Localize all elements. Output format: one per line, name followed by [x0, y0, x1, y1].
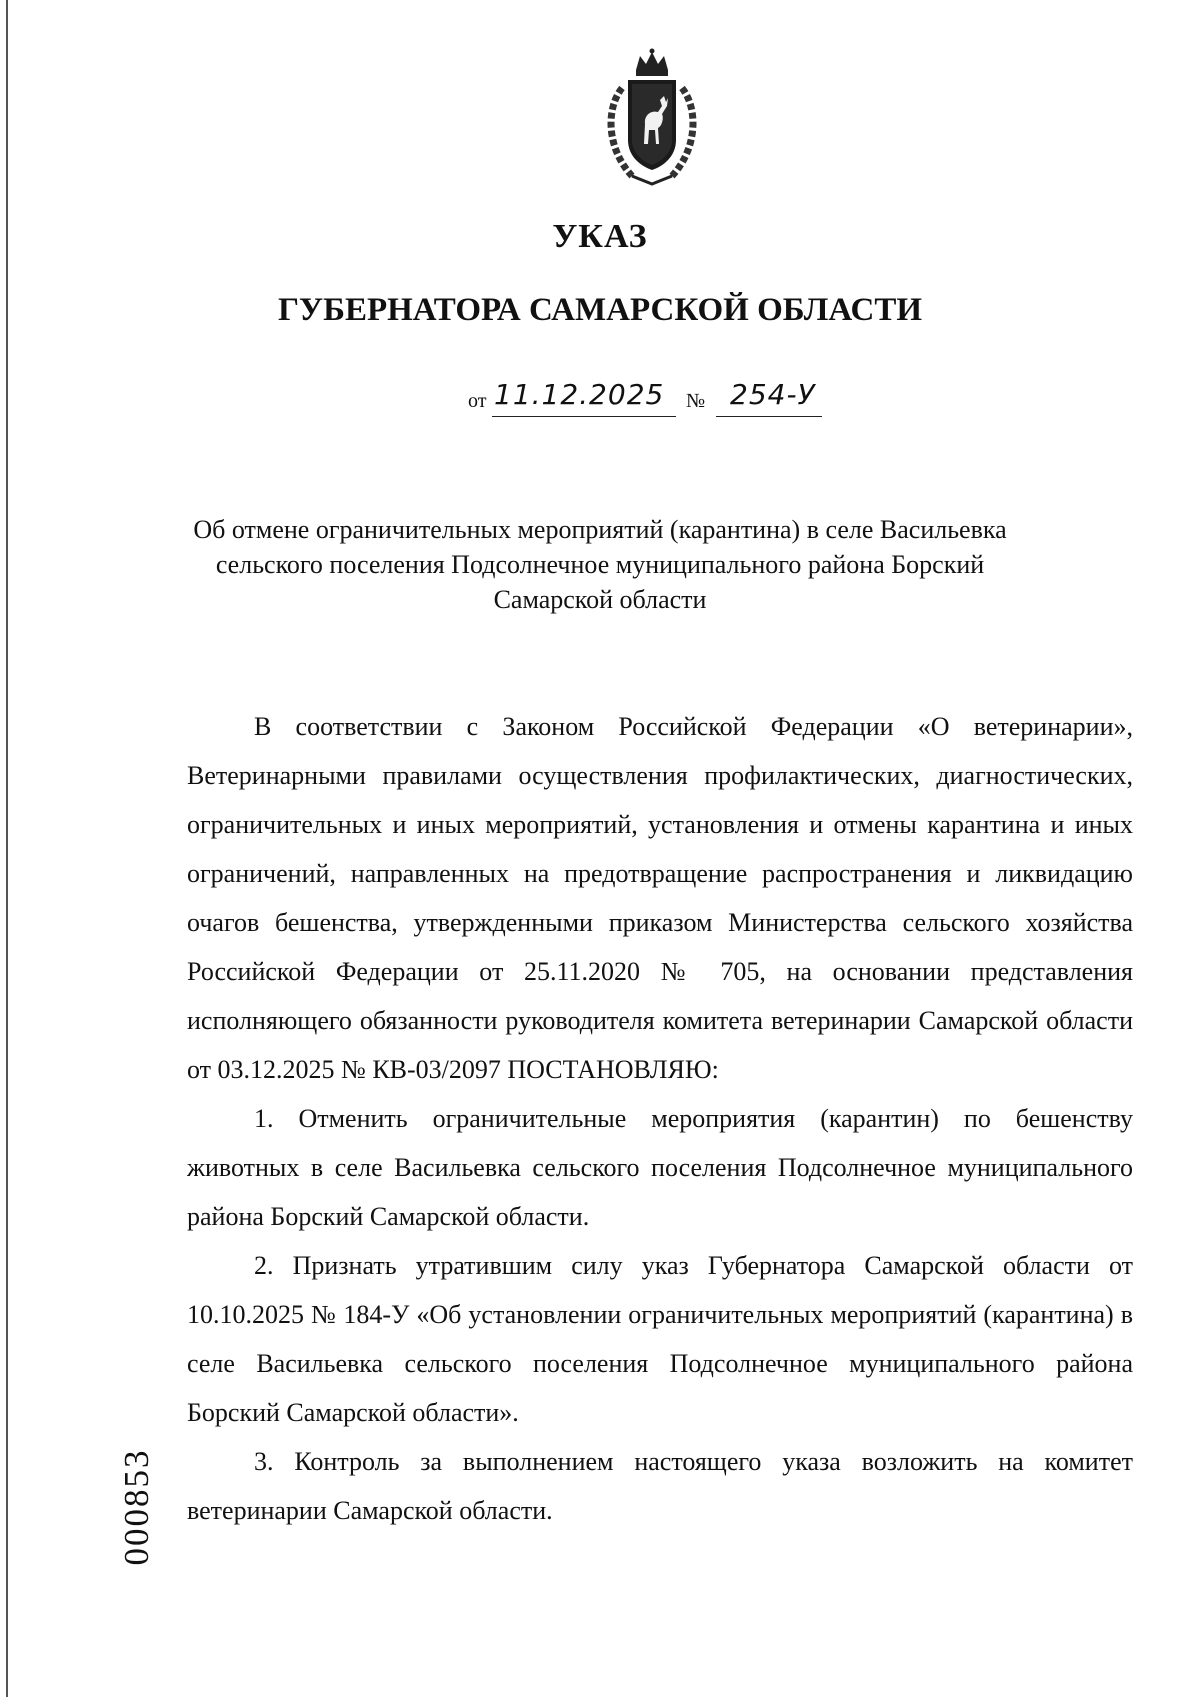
date-prefix-label: от [468, 390, 487, 412]
document-issuer: ГУБЕРНАТОРА САМАРСКОЙ ОБЛАСТИ [277, 292, 923, 328]
decree-number: 254-У [730, 378, 816, 411]
decree-body [187, 702, 1133, 1535]
date-underline [492, 416, 676, 417]
preamble-paragraph: В соответствии с Законом Российской Федерации «О ветеринарии», Ветеринарными правилами осуществления профилактических, диагностических, ограничительных и иных мероприятий, установления и отмены карантина и иных ограничений, направленных на предотвращение распространения и ликвидацию очагов бешенства, утвержденными приказом Министерства сельского хозяйства Российской Федерации от 25.11.2020 № 705, на основании представления исполняющего обязанности руководителя комитета ветеринарии Самарской области от 03.12.2025 № КВ-03/2097 ПОСТАНОВЛЯЮ: [187, 712, 1133, 1084]
clause-2-paragraph: 2. Признать утратившим силу указ Губернатора Самарской области от 10.10.2025 № 184-У «Об установлении ограничительных мероприятий (карантина) в селе Васильевка сельского поселения Подсолнечное муниципального района Борский Самарской области». [187, 1251, 1133, 1427]
decree-subject: Об отмене ограничительных мероприятий (карантина) в селе Васильевка сельского поселения Подсолнечное муниципального района Борский Самарской области [193, 515, 1007, 614]
number-underline [716, 416, 822, 417]
document-title: УКАЗ [552, 218, 648, 255]
number-prefix-label: № [686, 390, 706, 412]
decree-date-number-line [468, 378, 888, 418]
clause-3-paragraph: 3. Контроль за выполнением настоящего указа возложить на комитет ветеринарии Самарской области. [187, 1447, 1133, 1525]
coat-of-arms-icon [592, 48, 712, 188]
registration-side-number: 000853 [117, 1448, 156, 1566]
decree-date: 11.12.2025 [494, 378, 665, 411]
clause-1-paragraph: 1. Отменить ограничительные мероприятия (карантин) по бешенству животных в селе Васильевка сельского поселения Подсолнечное муниципального района Борский Самарской области. [187, 1104, 1133, 1231]
